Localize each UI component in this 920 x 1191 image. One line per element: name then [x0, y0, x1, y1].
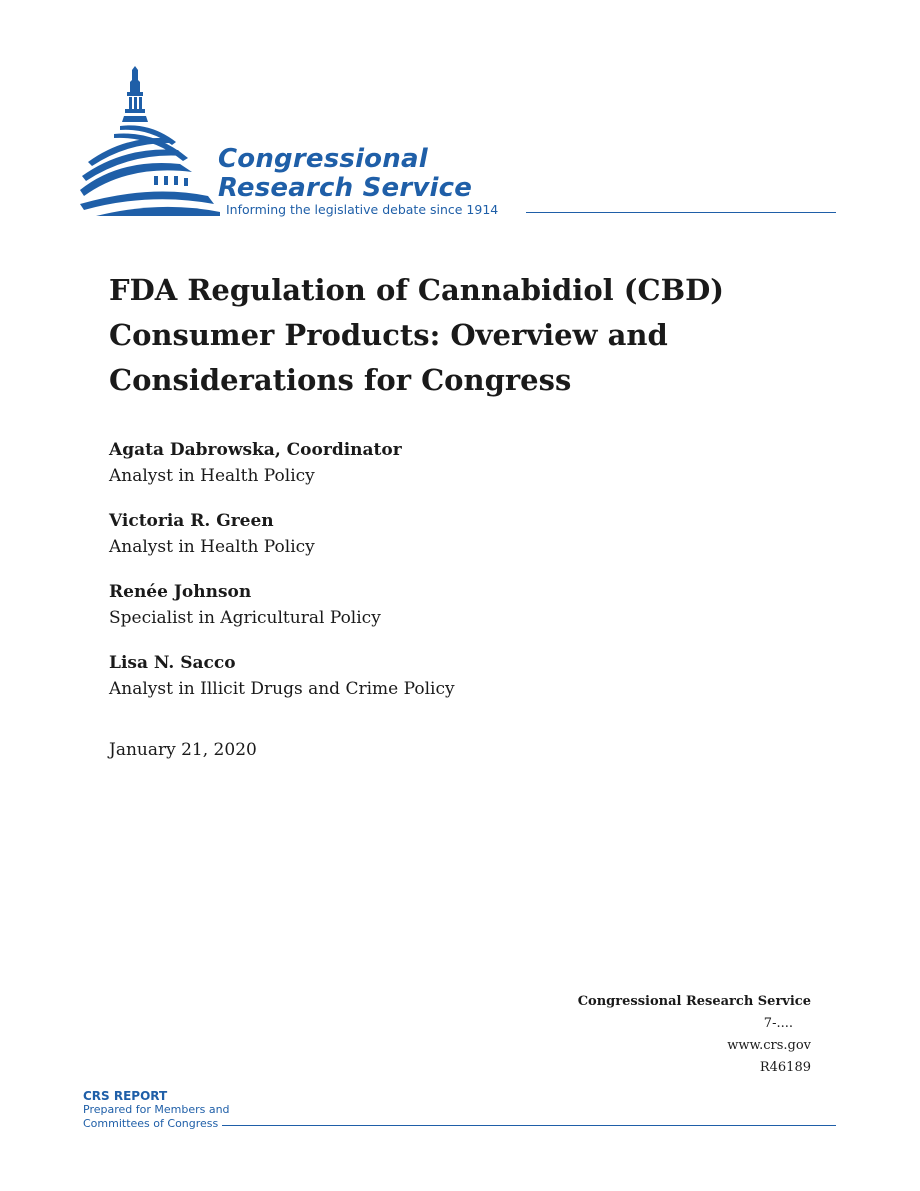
crs-info-block: [578, 991, 811, 1079]
logo-name-line-1: Congressional: [218, 144, 428, 174]
footer-divider: [222, 1125, 836, 1126]
title-line-2: Consumer Products: Overview and: [109, 318, 668, 352]
logo-name-line-2: Research Service: [218, 173, 473, 203]
crs-logo-wordmark: [218, 145, 472, 203]
report-date: January 21, 2020: [109, 740, 257, 760]
report-number: R46189: [759, 1060, 811, 1075]
footer-line-2: Committees of Congress: [83, 1117, 219, 1130]
author-entry: [109, 650, 709, 702]
author-entry: [109, 508, 709, 560]
crs-code: 7-....: [763, 1016, 793, 1031]
author-name: Victoria R. Green: [109, 511, 274, 531]
footer-heading: CRS REPORT: [83, 1089, 168, 1103]
crs-website-link[interactable]: www.crs.gov: [727, 1038, 811, 1053]
crs-org-name: Congressional Research Service: [577, 994, 811, 1009]
footer-line-1: Prepared for Members and: [83, 1103, 230, 1116]
author-role: Specialist in Agricultural Policy: [109, 608, 381, 628]
author-role: Analyst in Health Policy: [109, 466, 315, 486]
title-line-1: FDA Regulation of Cannabidiol (CBD): [109, 273, 724, 307]
author-name: Lisa N. Sacco: [109, 653, 236, 673]
author-list: [109, 437, 709, 721]
title-line-3: Considerations for Congress: [109, 363, 572, 397]
capitol-dome-logo: [80, 66, 220, 218]
author-name: Agata Dabrowska, Coordinator: [109, 440, 402, 460]
author-name: Renée Johnson: [109, 582, 252, 602]
author-role: Analyst in Health Policy: [109, 537, 315, 557]
author-entry: [109, 437, 709, 489]
header-divider: [526, 212, 836, 213]
crs-report-footer: [83, 1089, 230, 1131]
logo-tagline: Informing the legislative debate since 1914: [226, 202, 499, 217]
author-entry: [109, 579, 709, 631]
report-title: [109, 268, 749, 403]
author-role: Analyst in Illicit Drugs and Crime Policy: [109, 679, 455, 699]
